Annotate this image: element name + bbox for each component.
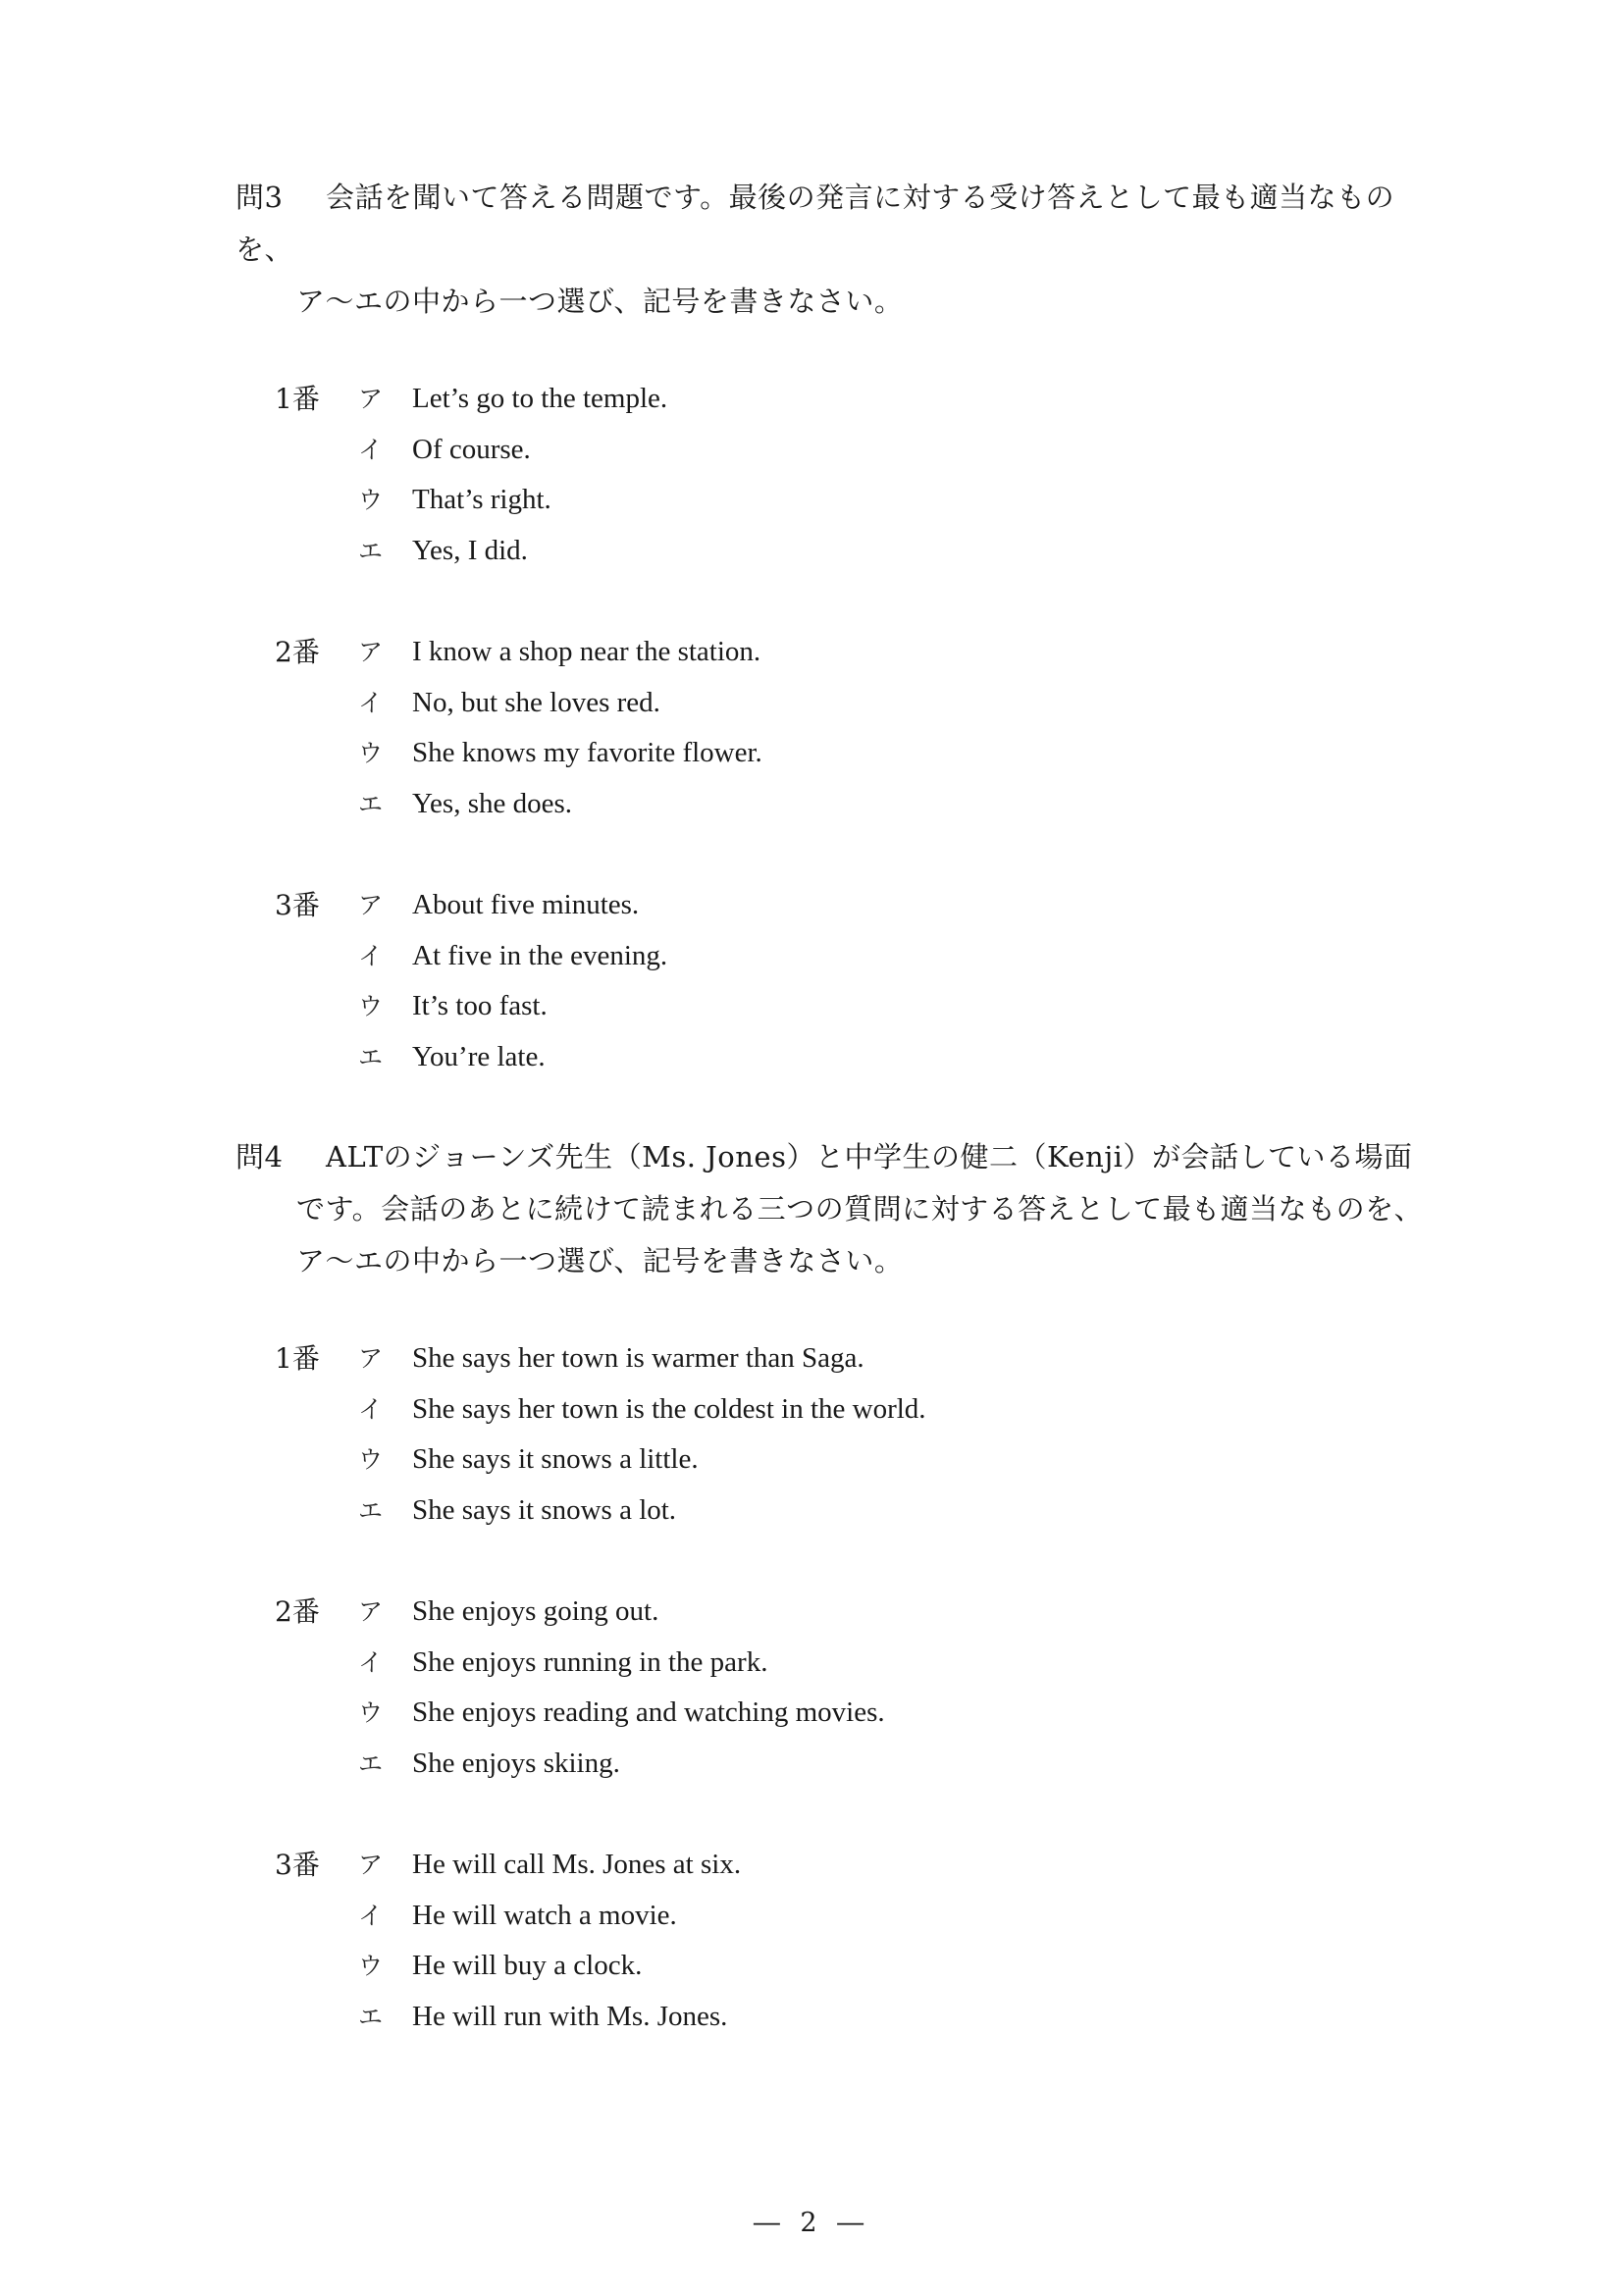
option-mark: ウ	[358, 1698, 384, 1727]
option-mark: イ	[358, 941, 384, 970]
option-mark: エ	[358, 1495, 384, 1525]
question-4-groups	[236, 1333, 1452, 2042]
answer-option	[236, 1638, 1452, 1689]
option-text: At five in the evening.	[412, 939, 668, 971]
answer-option	[236, 1333, 1452, 1384]
answer-option	[236, 678, 1452, 729]
option-text: That’s right.	[412, 484, 551, 515]
option-text: She says her town is warmer than Saga.	[412, 1342, 864, 1374]
question-4-number: 問4	[236, 1140, 284, 1174]
group-number-label: 2番	[275, 636, 320, 668]
option-mark: ア	[358, 1597, 384, 1626]
answer-group	[236, 880, 1452, 1082]
question-4-section	[236, 1131, 1452, 2093]
answer-group	[236, 374, 1452, 576]
option-text: She says it snows a lot.	[412, 1493, 677, 1526]
answer-group	[236, 627, 1452, 829]
option-text: No, but she loves red.	[412, 686, 660, 718]
answer-option	[236, 374, 1452, 425]
group-number-label: 1番	[275, 383, 320, 415]
instruction-line: ア～エの中から一つ選び、記号を書きなさい。	[296, 1244, 904, 1278]
option-text: You’re late.	[412, 1040, 546, 1072]
option-text: She enjoys going out.	[412, 1595, 659, 1627]
option-text: Let’s go to the temple.	[412, 383, 668, 414]
option-mark: エ	[358, 1748, 384, 1778]
answer-option	[236, 627, 1452, 678]
option-text: She enjoys running in the park.	[412, 1645, 768, 1678]
option-mark: イ	[358, 1394, 384, 1424]
option-mark: イ	[358, 435, 384, 464]
group-number-label: 1番	[275, 1342, 320, 1375]
option-mark: イ	[358, 688, 384, 717]
answer-option	[236, 1384, 1452, 1435]
option-text: She says her town is the coldest in the world.	[412, 1392, 926, 1425]
answer-option	[236, 1992, 1452, 2043]
option-mark: ア	[358, 891, 384, 919]
option-text: She knows my favorite flower.	[412, 737, 762, 768]
option-mark: ア	[358, 385, 384, 413]
option-mark: ウ	[358, 1445, 384, 1474]
answer-option	[236, 526, 1452, 577]
instruction-line: です。会話のあとに続けて読まれる三つの質問に対する答えとして最も適当なものを、	[296, 1192, 1424, 1226]
option-text: He will run with Ms. Jones.	[412, 2000, 728, 2032]
option-mark: イ	[358, 1647, 384, 1677]
answer-option	[236, 1688, 1452, 1739]
option-text: Of course.	[412, 433, 531, 465]
question-3-number: 問3	[236, 181, 284, 214]
answer-group	[236, 1587, 1452, 1789]
option-text: Yes, she does.	[412, 787, 573, 819]
instruction-line: ALTのジョーンズ先生（Ms. Jones）と中学生の健二（Kenji）が会話している場面	[326, 1140, 1413, 1174]
answer-option	[236, 1941, 1452, 1992]
question-3-groups	[236, 374, 1452, 1082]
answer-option	[236, 981, 1452, 1032]
answer-option	[236, 1435, 1452, 1486]
option-text: She says it snows a little.	[412, 1443, 699, 1475]
option-text: About five minutes.	[412, 889, 640, 920]
question-3-section	[236, 172, 1452, 1133]
option-mark: ア	[358, 638, 384, 666]
answer-option	[236, 475, 1452, 526]
option-mark: ウ	[358, 1952, 384, 1980]
answer-option	[236, 425, 1452, 476]
option-mark: イ	[358, 1901, 384, 1930]
option-mark: ウ	[358, 992, 384, 1020]
answer-option	[236, 1486, 1452, 1537]
option-mark: エ	[358, 2002, 384, 2031]
answer-option	[236, 1032, 1452, 1083]
option-mark: ウ	[358, 739, 384, 767]
answer-option	[236, 880, 1452, 931]
option-mark: ウ	[358, 486, 384, 514]
answer-option	[236, 1840, 1452, 1891]
option-mark: エ	[358, 789, 384, 818]
option-mark: エ	[358, 1042, 384, 1071]
group-number-label: 3番	[275, 1849, 320, 1881]
option-mark: ア	[358, 1344, 384, 1373]
option-text: It’s too fast.	[412, 990, 548, 1021]
answer-option	[236, 728, 1452, 779]
group-number-label: 3番	[275, 889, 320, 921]
option-text: He will buy a clock.	[412, 1950, 643, 1981]
option-mark: ア	[358, 1851, 384, 1879]
question-4-instruction	[236, 1131, 1452, 1287]
answer-group	[236, 1840, 1452, 2042]
answer-option	[236, 1587, 1452, 1638]
option-text: She enjoys skiing.	[412, 1747, 620, 1779]
instruction-line: ア～エの中から一つ選び、記号を書きなさい。	[296, 285, 904, 318]
answer-group	[236, 1333, 1452, 1536]
page-number: ― 2 ―	[753, 2208, 870, 2238]
option-text: Yes, I did.	[412, 534, 528, 566]
option-text: He will call Ms. Jones at six.	[412, 1849, 742, 1880]
instruction-line: 会話を聞いて答える問題です。最後の発言に対する受け答えとして最も適当なものを、	[236, 181, 1395, 266]
option-text: She enjoys reading and watching movies.	[412, 1696, 885, 1728]
question-3-instruction	[236, 172, 1452, 328]
option-text: I know a shop near the station.	[412, 636, 761, 667]
answer-option	[236, 931, 1452, 982]
answer-option	[236, 1891, 1452, 1942]
group-number-label: 2番	[275, 1595, 320, 1628]
answer-option	[236, 779, 1452, 830]
answer-option	[236, 1739, 1452, 1790]
option-text: He will watch a movie.	[412, 1899, 677, 1931]
option-mark: エ	[358, 536, 384, 565]
